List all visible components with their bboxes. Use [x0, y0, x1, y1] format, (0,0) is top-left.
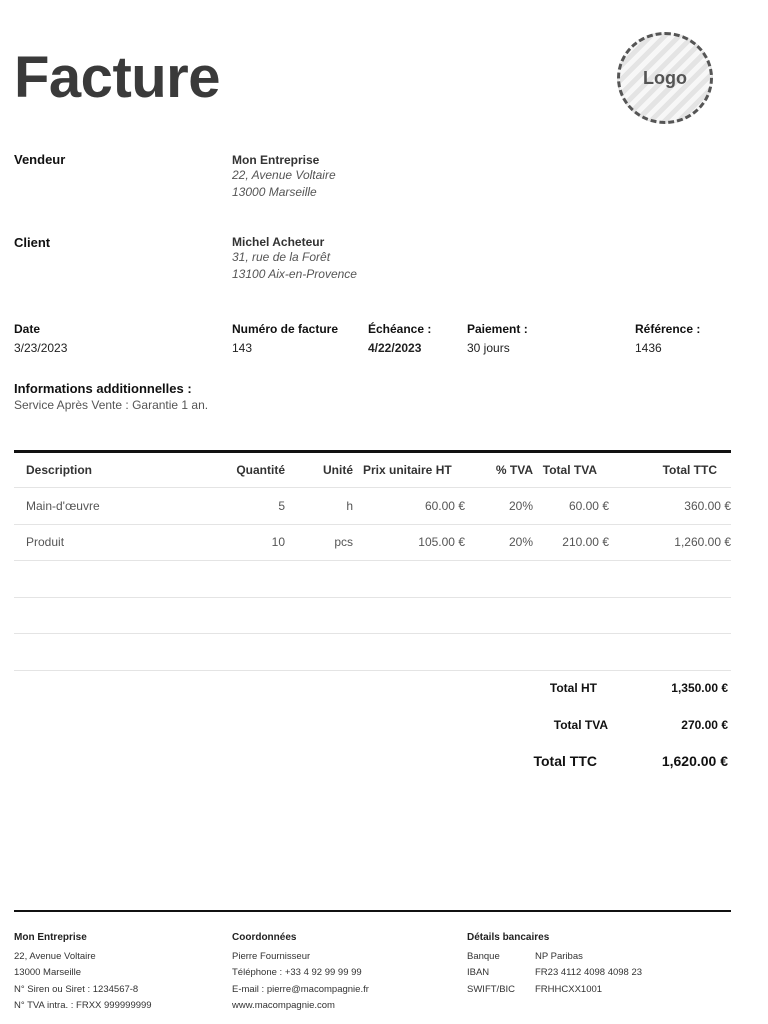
- footer-company-siren: N° Siren ou Siret : 1234567-8: [14, 983, 139, 995]
- row-vat-total: 210.00 €: [562, 535, 609, 550]
- client-label: Client: [14, 235, 51, 250]
- footer-iban-row: [467, 965, 642, 981]
- footer-contact-name: Pierre Fournisseur: [232, 951, 311, 962]
- invoice-number-value: 143: [232, 341, 253, 355]
- total-ht-value: 1,350.00 €: [671, 681, 728, 695]
- total-tva-value: 270.00 €: [681, 718, 728, 732]
- footer-contact: [232, 932, 369, 1014]
- row-description: Main-d'œuvre: [26, 498, 100, 513]
- table-row: [14, 525, 731, 562]
- total-tva-label: Total TVA: [553, 718, 608, 732]
- row-vat-total: 60.00 €: [568, 498, 609, 513]
- invoice-number-label: Numéro de facture: [232, 322, 339, 336]
- payment-value: 30 jours: [467, 341, 510, 355]
- payment-label: Paiement :: [467, 322, 528, 336]
- date-value: 3/23/2023: [14, 341, 68, 355]
- date-label: Date: [14, 322, 41, 336]
- reference-value: 1436: [635, 341, 662, 355]
- table-row-empty: [14, 561, 731, 598]
- seller-address-line2: 13000 Marseille: [232, 184, 317, 199]
- row-vat-rate: 20%: [508, 498, 533, 513]
- company-logo: [617, 32, 713, 124]
- table-row: [14, 488, 731, 525]
- seller-address-line1: 22, Avenue Voltaire: [232, 168, 336, 182]
- header-unit: Unité: [323, 463, 353, 477]
- logo-text: Logo: [643, 67, 687, 88]
- swift-key: SWIFT/BIC: [467, 983, 516, 995]
- row-total-ttc: 1,260.00 €: [674, 535, 731, 550]
- header-description: Description: [26, 463, 93, 477]
- footer-bank-heading: Détails bancaires: [467, 932, 550, 943]
- invoice-title: Facture: [14, 45, 221, 110]
- row-unit-price: 105.00 €: [418, 535, 465, 550]
- bank-value: NP Paribas: [535, 951, 583, 962]
- total-ttc-label: Total TTC: [533, 753, 597, 769]
- client-address-line2: 13100 Aix-en-Provence: [232, 266, 357, 281]
- seller-label: Vendeur: [14, 152, 66, 167]
- header-quantity: Quantité: [236, 463, 285, 477]
- bank-key: Banque: [467, 951, 500, 962]
- reference-label: Référence :: [635, 322, 701, 336]
- footer-company: [14, 932, 152, 1014]
- header-unit-price-text: Prix unitaire HT: [363, 463, 452, 477]
- line-items-table: [14, 450, 731, 671]
- client-address-line1: 31, rue de la Forêt: [232, 250, 331, 264]
- row-total-ttc: 360.00 €: [684, 498, 731, 513]
- footer-company-vat: N° TVA intra. : FRXX 999999999: [14, 999, 152, 1011]
- footer-company-line1: 22, Avenue Voltaire: [14, 951, 96, 962]
- additional-info-text: Service Après Vente : Garantie 1 an.: [14, 398, 209, 412]
- footer-company-heading: Mon Entreprise: [14, 932, 87, 943]
- seller-block: [232, 153, 336, 200]
- due-date-value: 4/22/2023: [368, 341, 422, 355]
- row-unit-price: 60.00 €: [424, 498, 465, 513]
- due-date-label: Échéance :: [368, 322, 432, 336]
- table-row-empty: [14, 634, 731, 671]
- footer-contact-email[interactable]: E-mail : pierre@macompagnie.fr: [232, 983, 369, 995]
- footer-divider: [14, 910, 731, 912]
- footer-bank-row: [467, 949, 642, 965]
- header-vat-total: Total TVA: [542, 463, 597, 477]
- footer-bank: [467, 932, 642, 998]
- table-row-empty: [14, 598, 731, 635]
- header-total-ttc: Total TTC: [662, 463, 717, 477]
- footer-swift-row: [467, 982, 642, 998]
- footer-contact-heading: Coordonnées: [232, 932, 297, 943]
- footer-contact-phone: Téléphone : +33 4 92 99 99 99: [232, 967, 362, 979]
- row-quantity: 5: [278, 498, 285, 513]
- iban-key: IBAN: [467, 967, 490, 979]
- row-unit: h: [346, 498, 353, 513]
- row-vat-rate: 20%: [508, 535, 533, 550]
- row-unit: pcs: [334, 535, 353, 550]
- iban-value: FR23 4112 4098 4098 23: [535, 967, 643, 979]
- seller-name: Mon Entreprise: [232, 153, 320, 167]
- row-description: Produit: [26, 535, 65, 550]
- footer-contact-website[interactable]: www.macompagnie.com: [232, 999, 335, 1011]
- additional-info-title: Informations additionnelles :: [14, 381, 192, 396]
- header-unit-price: [363, 453, 453, 487]
- footer-company-line2: 13000 Marseille: [14, 967, 82, 979]
- table-header-row: [14, 453, 731, 488]
- row-quantity: 10: [271, 535, 285, 550]
- client-block: [232, 235, 357, 282]
- client-name: Michel Acheteur: [232, 235, 325, 249]
- header-vat-rate: % TVA: [495, 463, 533, 477]
- total-ht-label: Total HT: [549, 681, 597, 695]
- total-ttc-value: 1,620.00 €: [661, 753, 728, 769]
- swift-value: FRHHCXX1001: [535, 983, 603, 995]
